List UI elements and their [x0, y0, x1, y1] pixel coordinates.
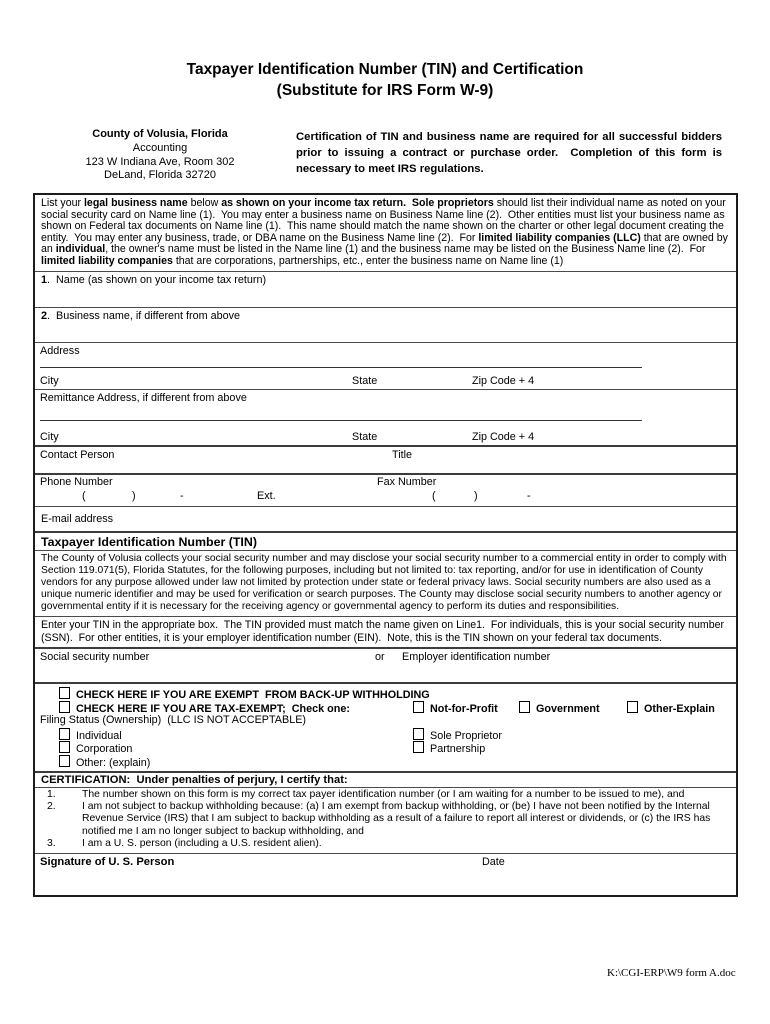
address-row — [35, 342, 736, 389]
checkbox-other-filing[interactable] — [59, 755, 70, 767]
filing-status-line-3 — [59, 755, 736, 769]
certification-item-1-text: The number shown on this form is my correct tax payer identification number (or I am waiting for a number to be issued to me), and — [82, 789, 685, 801]
tin-enter-instructions: Enter your TIN in the appropriate box. The TIN provided must match the name given on Line1. For individuals, this is your social security number (SSN). For other entities, it is your employer identification number (EIN). Note, this is the TIN shown on your federal tax documents. — [35, 616, 736, 647]
tax-exempt-line — [59, 701, 736, 715]
filing-status-line-2 — [59, 741, 736, 755]
address-write-line[interactable] — [40, 367, 642, 368]
contact-person-label: Contact Person — [40, 449, 115, 461]
phone-ext-label: Ext. — [257, 490, 276, 502]
checkbox-other-explain[interactable] — [627, 701, 638, 713]
other-explain-filing-label: Other: (explain) — [76, 756, 151, 769]
checkbox-sole-proprietor[interactable] — [413, 728, 424, 740]
remittance-address-row — [35, 389, 736, 445]
ssn-input-area[interactable] — [35, 664, 365, 682]
filing-status-header: Filing Status (Ownership) (LLC IS NOT ACCEPTABLE) — [40, 714, 307, 727]
title-label: Title — [392, 449, 412, 461]
certification-item-3 — [41, 838, 730, 850]
contact-person-row — [35, 445, 736, 473]
form-table — [33, 193, 738, 897]
remittance-address-label: Remittance Address, if different from above — [40, 392, 247, 404]
tin-disclosure-paragraph: The County of Volusia collects your social security number and may disclose your social security number to a commercial entity in order to comply with Section 119.071(5), Florida Statutes, for the following purposes, including but not limited to: tax reporting, and/or for use in identification of County vendors for any purpose allowed under law not limited by protection under state or federal privacy laws. Social security numbers are also used as a unique numeric identifier and may be used for verification or search purposes. The County may disclose social security numbers to another agency or governmental entity if it is necessary for the receiving agency or governmental agency to perform its duties and responsibilities. — [35, 550, 736, 616]
fax-dash: - — [527, 490, 531, 502]
tin-section-title: Taxpayer Identification Number (TIN) — [35, 531, 736, 550]
agency-street: 123 W Indiana Ave, Room 302 — [85, 155, 235, 168]
signature-label: Signature of U. S. Person — [40, 856, 175, 869]
page-title-line1: Taxpayer Identification Number (TIN) and Certification — [186, 61, 584, 78]
page-title — [0, 60, 770, 101]
agency-city: DeLand, Florida 32720 — [104, 169, 216, 182]
remittance-state-label: State — [352, 430, 378, 443]
phone-dash: - — [180, 490, 184, 502]
business-name-row — [35, 307, 736, 342]
name-input-area[interactable] — [35, 286, 736, 307]
phone-paren-open: ( — [82, 490, 86, 502]
name-row — [35, 271, 736, 307]
certification-header: CERTIFICATION: Under penalties of perjury, I certify that: — [35, 771, 736, 787]
checkbox-individual[interactable] — [59, 728, 70, 740]
certification-item-3-number: 3. — [47, 837, 56, 849]
certification-item-2-number: 2. — [47, 801, 56, 813]
filing-status-line-1 — [59, 728, 736, 742]
certification-list — [35, 787, 736, 853]
certification-item-1-number: 1. — [47, 789, 56, 801]
date-label: Date — [482, 856, 505, 869]
date-input-area[interactable] — [475, 870, 736, 895]
certification-item-3-text: I am a U. S. person (including a U.S. resident alien). — [82, 837, 322, 849]
business-name-input-area[interactable] — [35, 322, 736, 342]
name-label: 1. Name (as shown on your income tax return) — [41, 274, 267, 286]
remittance-city-label: City — [40, 430, 59, 443]
agency-department: Accounting — [132, 141, 188, 154]
checkbox-partnership[interactable] — [413, 741, 424, 753]
certification-notice: Certification of TIN and business name are required for all successful bidders prior to issuing a contract or purchase order. Completion of this form is necessary to meet IRS regulations. — [296, 131, 726, 175]
zip-label: Zip Code + 4 — [472, 374, 535, 387]
backup-withholding-label: CHECK HERE IF YOU ARE EXEMPT FROM BACK-UP WITHHOLDING — [76, 689, 430, 702]
fax-number-label: Fax Number — [377, 476, 437, 488]
state-label: State — [352, 374, 378, 387]
address-label: Address — [40, 345, 80, 357]
checkbox-corporation[interactable] — [59, 741, 70, 753]
city-label: City — [40, 374, 59, 387]
phone-paren-close: ) — [132, 490, 136, 502]
backup-withholding-line — [59, 687, 736, 701]
instructions-paragraph: List your legal business name below as shown on your income tax return. Sole proprietors should list their individual name as noted on your social security card on Name line (1). You may enter a business name on Business Name line (2). Other entities must list your business name as shown on Federal tax documents on Name line (1). This name should match the name shown on the charter or other legal document creating the entity. You may enter any business, trade, or DBA name on the Business Name line (2). For limited liability companies (LLC) that are owned by an individual, the owner's name must be listed in the Name line (1) and the business name may be listed on the Business Name line (2). For limited liability companies that are corporations, partnerships, etc., enter the business name on Name line (1) — [41, 197, 731, 267]
ssn-ein-row — [35, 647, 736, 682]
checkbox-not-for-profit[interactable] — [413, 701, 424, 713]
sole-proprietor-label: Sole Proprietor — [430, 729, 503, 742]
corporation-label: Corporation — [76, 743, 133, 756]
fax-paren-close: ) — [474, 490, 478, 502]
signature-row — [35, 853, 736, 895]
checkbox-backup-withholding-exempt[interactable] — [59, 687, 70, 699]
agency-address-block — [60, 128, 260, 183]
tax-exempt-label: CHECK HERE IF YOU ARE TAX-EXEMPT; Check one: — [76, 702, 350, 715]
phone-number-label: Phone Number — [40, 476, 113, 488]
not-for-profit-label: Not-for-Profit — [430, 702, 498, 715]
email-label: E-mail address — [41, 513, 114, 525]
partnership-label: Partnership — [430, 743, 486, 756]
other-explain-label: Other-Explain — [644, 702, 715, 715]
ssn-label: Social security number — [40, 651, 150, 664]
document-file-path: K:\CGI-ERP\W9 form A.doc — [607, 967, 736, 979]
certification-item-2 — [41, 801, 730, 838]
remittance-zip-label: Zip Code + 4 — [472, 430, 535, 443]
business-name-label: 2. Business name, if different from above — [41, 310, 241, 322]
exemptions-and-filing-status-block — [35, 682, 736, 771]
checkbox-tax-exempt[interactable] — [59, 701, 70, 713]
certification-item-2-text: I am not subject to backup withholding because: (a) I am exempt from backup withholding, or (be) I have not been notified by the Internal Revenue Service (IRS) that I am subject to backup withholding as a result of a failure to report all interest or dividends, or (c) the IRS has notified me I am no longer subject to backup withholding, and — [82, 801, 714, 837]
individual-label: Individual — [76, 729, 122, 742]
agency-name: County of Volusia, Florida — [92, 128, 228, 140]
remittance-write-line[interactable] — [40, 420, 642, 421]
page-title-line2: (Substitute for IRS Form W-9) — [276, 81, 494, 99]
or-label: or — [375, 651, 385, 664]
signature-input-area[interactable] — [35, 870, 465, 895]
government-label: Government — [536, 702, 600, 715]
checkbox-government[interactable] — [519, 701, 530, 713]
email-input-area[interactable] — [125, 507, 736, 531]
ein-input-area[interactable] — [395, 664, 736, 682]
fax-paren-open: ( — [432, 490, 436, 502]
certification-item-1 — [41, 789, 730, 801]
phone-fax-row — [35, 473, 736, 506]
email-row — [35, 506, 736, 531]
ein-label: Employer identification number — [402, 651, 551, 664]
